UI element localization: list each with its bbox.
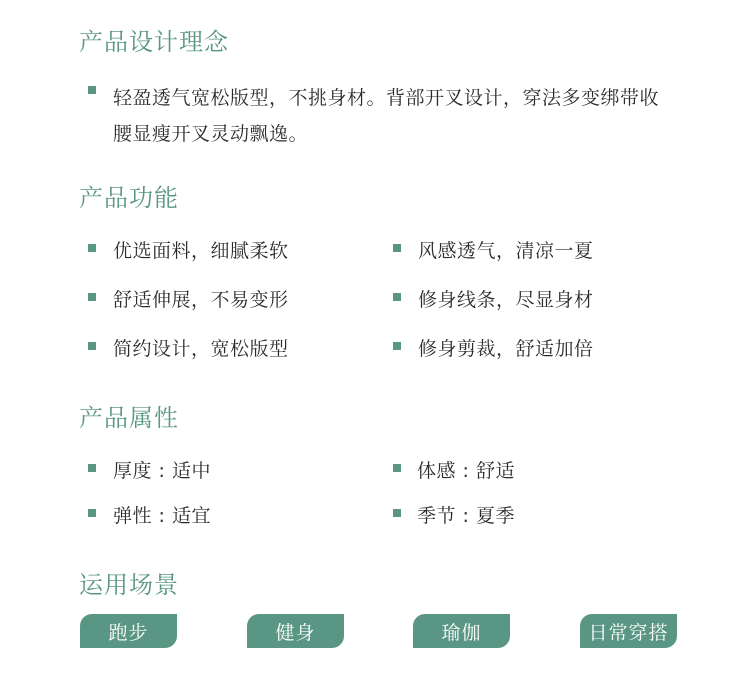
attribute-item: 季节 : 夏季 <box>417 505 515 527</box>
bullet-icon <box>393 342 401 350</box>
attributes-section-title: 产品属性 <box>79 404 179 432</box>
bullet-icon <box>88 244 96 252</box>
function-item: 修身线条，尽显身材 <box>418 289 594 311</box>
bullet-icon <box>88 342 96 350</box>
attribute-item: 弹性 : 适宜 <box>113 505 211 527</box>
functions-section-title: 产品功能 <box>79 184 179 212</box>
bullet-icon <box>393 244 401 252</box>
scenes-section-title: 运用场景 <box>79 571 179 599</box>
scene-tag-fitness: 健身 <box>247 614 344 648</box>
function-item: 风感透气，清凉一夏 <box>418 240 594 262</box>
design-description: 轻盈透气宽松版型，不挑身材。背部开叉设计，穿法多变绑带收腰显瘦开叉灵动飘逸。 <box>113 87 660 145</box>
bullet-icon <box>393 293 401 301</box>
bullet-icon <box>88 464 96 472</box>
bullet-icon <box>88 293 96 301</box>
bullet-icon <box>88 509 96 517</box>
function-item: 修身剪裁，舒适加倍 <box>418 338 594 360</box>
function-item: 优选面料，细腻柔软 <box>113 240 289 262</box>
attribute-item: 体感 : 舒适 <box>417 460 515 482</box>
scene-tag-running: 跑步 <box>80 614 177 648</box>
attribute-item: 厚度 : 适中 <box>113 460 211 482</box>
scene-tag-daily-wear: 日常穿搭 <box>580 614 677 648</box>
bullet-icon <box>393 509 401 517</box>
scene-tag-yoga: 瑜伽 <box>413 614 510 648</box>
function-item: 简约设计，宽松版型 <box>113 338 289 360</box>
bullet-icon <box>88 86 96 94</box>
function-item: 舒适伸展，不易变形 <box>113 289 289 311</box>
design-section-title: 产品设计理念 <box>79 28 229 56</box>
bullet-icon <box>393 464 401 472</box>
